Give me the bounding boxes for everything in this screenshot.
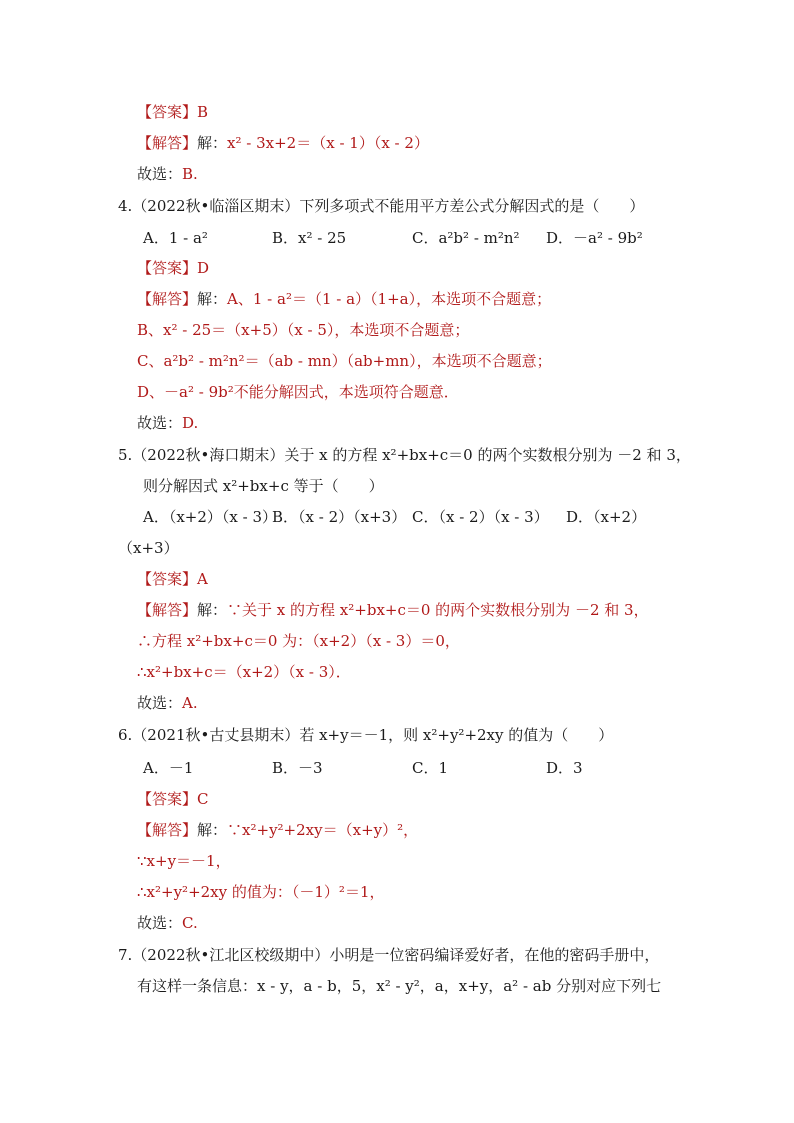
- solution-text: ∵x²+y²+2xy＝（x+y）²，: [227, 821, 419, 839]
- q6-option-a: A．－1: [143, 759, 194, 777]
- q5-option-d: D．（x+2）: [566, 508, 647, 526]
- answer-tag: 【答案】: [137, 103, 198, 121]
- solution-line: [137, 820, 418, 840]
- q6-option-c: C．1: [412, 759, 449, 777]
- q4-option-c: C．a²b² - m²n²: [412, 229, 520, 247]
- answer-value: C: [197, 790, 209, 808]
- solution-line: [137, 600, 649, 620]
- solution-head: 解：: [197, 134, 228, 152]
- answer-line: [137, 102, 208, 122]
- solution-text: A、1 - a²＝（1 - a）（1+a），本选项不合题意；: [227, 290, 552, 308]
- solution-text: B、x² - 25＝（x+5）（x - 5），本选项不合题意；: [137, 321, 470, 339]
- solution-head: 解：: [197, 290, 228, 308]
- q5-option-a: A．（x+2）（x - 3）: [143, 508, 278, 526]
- question-6-stem: 6.（2021秋•古丈县期末）若 x+y＝－1，则 x²+y²+2xy 的值为（ ）: [118, 726, 614, 744]
- choice-head: 故选：: [137, 165, 183, 183]
- solution-text: ∴方程 x²+bx+c＝0 为：（x+2）（x - 3）＝0，: [137, 632, 460, 650]
- answer-value: A: [197, 570, 208, 588]
- solution-text: ∴x²+y²+2xy 的值为：（－1）²＝1，: [137, 883, 385, 901]
- q5-option-c: C．（x - 2）（x - 3）: [412, 508, 549, 526]
- solution-line: [137, 133, 429, 153]
- question-4-stem: 4.（2022秋•临淄区期末）下列多项式不能用平方差公式分解因式的是（ ）: [118, 197, 645, 215]
- solution-tag: 【解答】: [137, 134, 198, 152]
- solution-text: C、a²b² - m²n²＝（ab - mn）（ab+mn），本选项不合题意；: [137, 352, 552, 370]
- answer-line: [137, 569, 208, 589]
- answer-tag: 【答案】: [137, 570, 198, 588]
- choice-value: A.: [182, 694, 198, 712]
- q6-option-b: B．－3: [272, 759, 323, 777]
- choice-head: 故选：: [137, 914, 183, 932]
- solution-text: ∵x+y＝－1，: [137, 852, 231, 870]
- solution-line: [137, 289, 551, 309]
- choice-line: [137, 693, 198, 713]
- solution-text: ∵关于 x 的方程 x²+bx+c＝0 的两个实数根分别为 －2 和 3，: [227, 601, 649, 619]
- q5-option-d-cont: （x+3）: [118, 539, 179, 557]
- solution-tag: 【解答】: [137, 821, 198, 839]
- q4-option-a: A．1 - a²: [143, 229, 208, 247]
- choice-value: C.: [182, 914, 198, 932]
- choice-line: [137, 413, 198, 433]
- solution-tag: 【解答】: [137, 290, 198, 308]
- choice-value: B.: [182, 165, 198, 183]
- choice-value: D.: [182, 414, 199, 432]
- question-7-stem-cont: 有这样一条信息：x - y，a - b，5，x² - y²，a，x+y，a² - ab 分别对应下列七: [137, 977, 662, 995]
- q6-option-d: D．3: [546, 759, 583, 777]
- q4-option-b: B．x² - 25: [272, 229, 347, 247]
- q4-option-d: D．－a² - 9b²: [546, 229, 643, 247]
- question-7-stem: 7.（2022秋•江北区校级期中）小明是一位密码编译爱好者，在他的密码手册中，: [118, 946, 660, 964]
- answer-value: B: [197, 103, 209, 121]
- choice-line: [137, 164, 198, 184]
- choice-head: 故选：: [137, 414, 183, 432]
- solution-tag: 【解答】: [137, 601, 198, 619]
- answer-line: [137, 789, 209, 809]
- q5-option-b: B．（x - 2）（x+3）: [272, 508, 407, 526]
- solution-head: 解：: [197, 821, 228, 839]
- answer-value: D: [197, 259, 210, 277]
- solution-head: 解：: [197, 601, 228, 619]
- choice-line: [137, 913, 198, 933]
- answer-tag: 【答案】: [137, 259, 198, 277]
- answer-tag: 【答案】: [137, 790, 198, 808]
- choice-head: 故选：: [137, 694, 183, 712]
- question-5-stem: 5.（2022秋•海口期末）关于 x 的方程 x²+bx+c＝0 的两个实数根分别为 －2 和 3，: [118, 446, 691, 464]
- answer-line: [137, 258, 209, 278]
- solution-text: ∴x²+bx+c＝（x+2）（x - 3）．: [137, 663, 351, 681]
- question-5-stem-cont: 则分解因式 x²+bx+c 等于（ ）: [143, 477, 384, 495]
- solution-text: D、－a² - 9b²不能分解因式，本选项符合题意．: [137, 383, 459, 401]
- solution-text: x² - 3x+2＝（x - 1）（x - 2）: [227, 134, 429, 152]
